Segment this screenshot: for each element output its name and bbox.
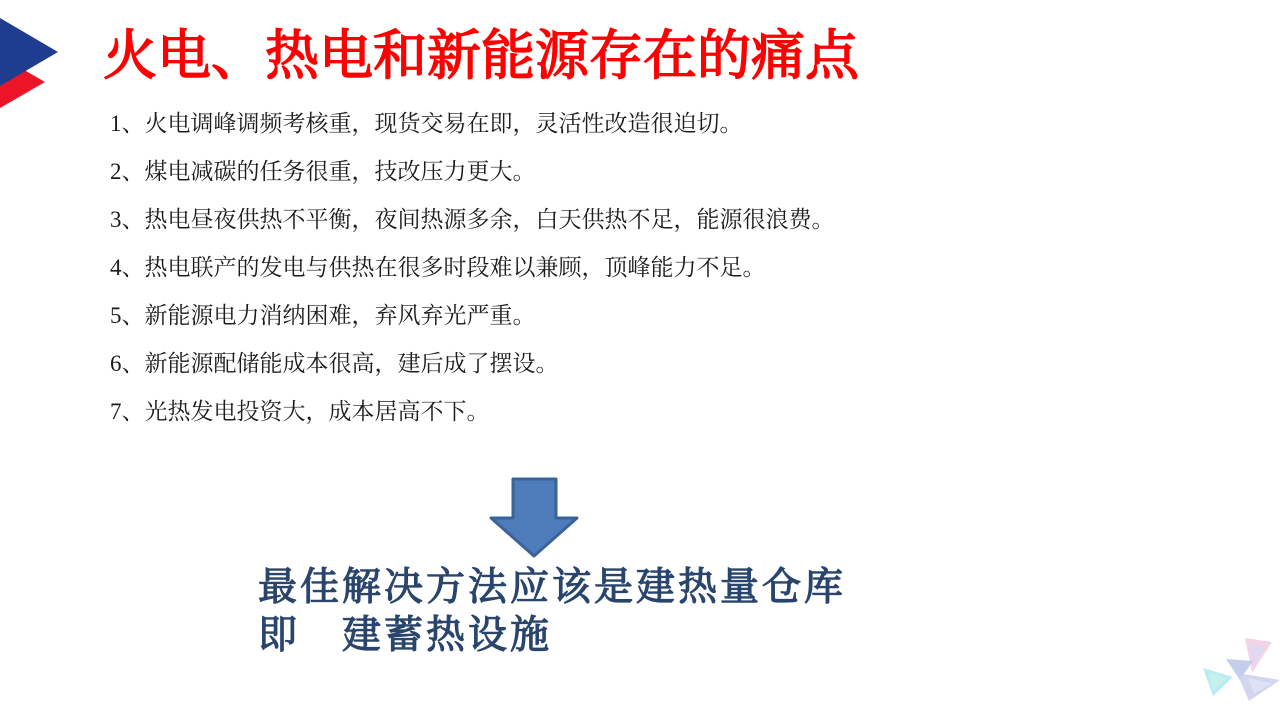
conclusion-line-2: 即 建蓄热设施: [258, 614, 553, 657]
conclusion-line-1: 最佳解决方法应该是建热量仓库: [258, 566, 847, 609]
list-item: 3、热电昼夜供热不平衡，夜间热源多余，白天供热不足，能源很浪费。: [110, 207, 835, 232]
down-arrow-icon: [487, 477, 581, 559]
conclusion-text: [258, 564, 958, 660]
list-item: 5、新能源电力消纳困难，弃风弃光严重。: [110, 303, 536, 328]
list-item: 2、煤电减碳的任务很重，技改压力更大。: [110, 159, 536, 184]
corner-triangles-icon: [0, 0, 70, 120]
page-title: 火电、热电和新能源存在的痛点: [103, 26, 859, 86]
list-item: 4、热电联产的发电与供热在很多时段难以兼顾，顶峰能力不足。: [110, 255, 766, 280]
list-item: 1、火电调峰调频考核重，现货交易在即，灵活性改造很迫切。: [110, 111, 743, 136]
list-item: 7、光热发电投资大，成本居高不下。: [110, 399, 490, 424]
pain-points-list: [110, 112, 900, 423]
list-item: 6、新能源配储能成本很高，建后成了摆设。: [110, 351, 559, 376]
watermark-triangles-icon: [1188, 630, 1280, 708]
